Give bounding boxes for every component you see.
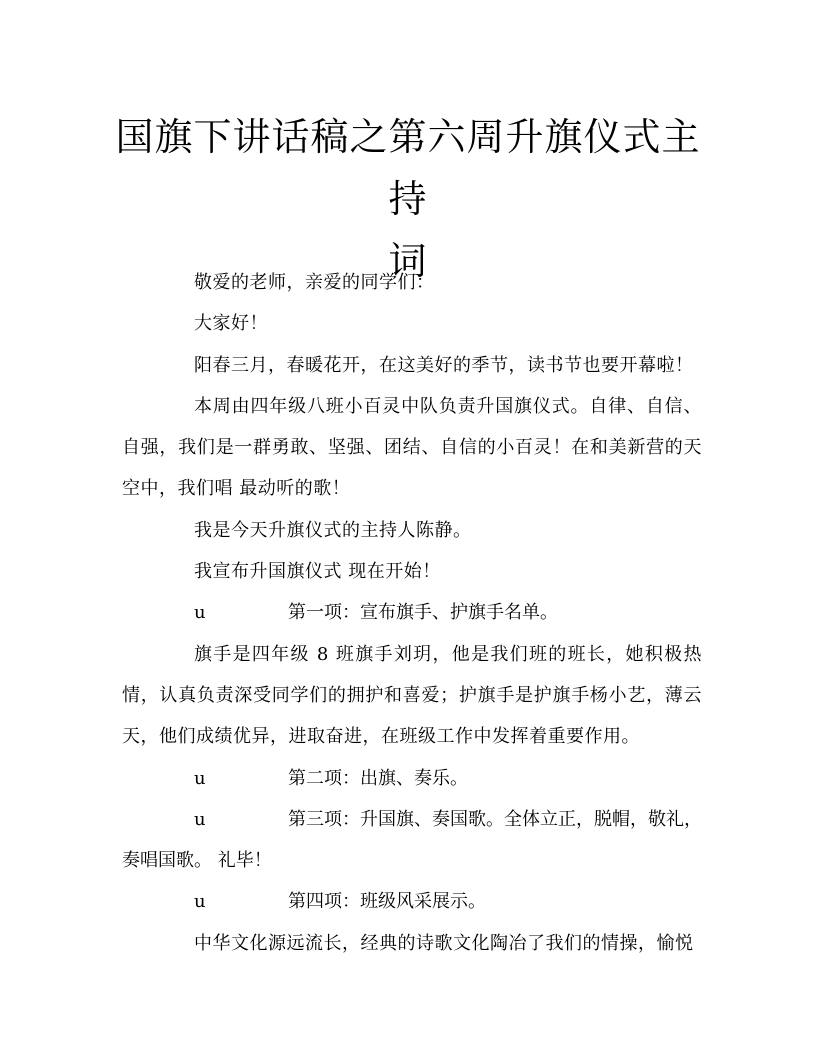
bullet-marker: u xyxy=(194,808,206,830)
bullet-marker: u xyxy=(194,767,206,789)
bullet-marker: u xyxy=(194,891,206,913)
paragraph: 阳春三月，春暖花开，在这美好的季节，读书节也要开幕啦！ xyxy=(194,354,694,376)
paragraph: 大家好！ xyxy=(194,313,268,335)
document-body xyxy=(122,262,702,964)
list-item xyxy=(122,758,702,799)
list-item-continuation: 奏唱国歌。 礼毕！ xyxy=(122,850,272,872)
paragraph: 我是今天升旗仪式的主持人陈静。 xyxy=(194,519,472,541)
title-line-1: 国旗下讲话稿之第六周升旗仪式主持 xyxy=(115,115,701,221)
list-item-text: 第二项：出旗、奏乐。 xyxy=(288,767,468,789)
bullet-marker: u xyxy=(194,602,206,624)
paragraph: 我宣布升国旗仪式 现在开始！ xyxy=(194,561,441,583)
list-item xyxy=(122,881,702,922)
paragraph: 本周由四年级八班小百灵中队负责升国旗仪式。自律、自信、自强，我们是一群勇敢、坚强、团结、自信的小百灵！在和美新营的天空中，我们唱 最动听的歌！ xyxy=(122,395,702,500)
greeting: 敬爱的老师，亲爱的同学们： xyxy=(194,272,435,293)
paragraph: 旗手是四年级 8 班旗手刘玥，他是我们班的班长，她积极热情，认真负责深受同学们的拥护和喜爱；护旗手是护旗手杨小艺，薄云天，他们成绩优异，进取奋进，在班级工作中发挥着重要作用。 xyxy=(122,643,702,748)
paragraph: 中华文化源远流长，经典的诗歌文化陶冶了我们的情操，愉悦 xyxy=(194,932,694,954)
list-item xyxy=(122,592,702,633)
list-item xyxy=(122,799,702,882)
list-item-text: 第一项：宣布旗手、护旗手名单。 xyxy=(288,602,558,624)
list-item-text: 第三项：升国旗、奏国歌。全体立正，脱帽，敬礼， xyxy=(288,808,702,830)
list-item-text: 第四项：班级风采展示。 xyxy=(288,891,486,913)
title-line-2: 词 xyxy=(388,239,428,283)
